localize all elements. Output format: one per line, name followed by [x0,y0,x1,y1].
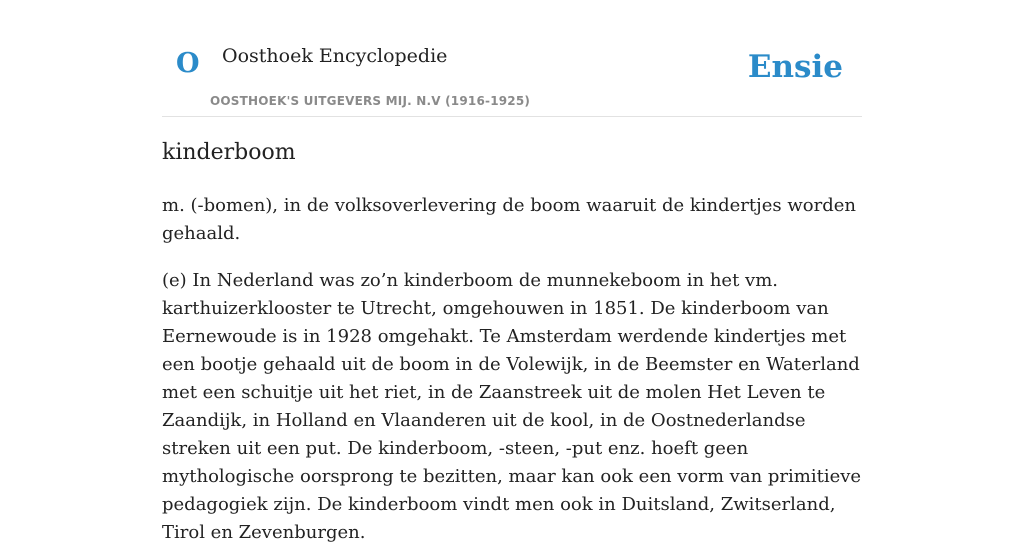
ensie-brand-link[interactable]: Ensie [747,49,843,85]
encyclopedia-header [162,0,862,117]
publisher-label: OOSTHOEK'S UITGEVERS MIJ. N.V (1916-1925) [210,94,531,108]
entry-paragraph: m. (-bomen), in de volksoverlevering de boom waaruit de kindertjes worden gehaald. [162,195,856,244]
encyclopedia-logo[interactable]: O [176,48,200,79]
content-container [162,0,862,543]
entry-title: kinderboom [162,140,296,165]
entry-paragraph: (e) In Nederland was zo’n kinderboom de munnekeboom in het vm. karthuizerklooster te Utrecht, omgehouwen in 1851. De kinderboom van Eernewoude is in 1928 omgehakt. Te Amsterdam werdende kindertjes met een bootje gehaald uit de boom in de Volewijk, in de Beemster en Waterland met een schuitje uit het riet, in de Zaanstreek uit de molen Het Leven te Zaandijk, in Holland en Vlaanderen uit de kool, in de Oostnederlandse streken uit een put. De kinderboom, -steen, -put enz. hoeft geen mythologische oorsprong te bezitten, maar kan ook een vorm van primitieve pedagogiek zijn. De kinderboom vindt men ook in Duitsland, Zwitserland, Tirol en Zevenburgen. [162,270,862,543]
encyclopedia-title-link[interactable]: Oosthoek Encyclopedie [222,45,448,67]
